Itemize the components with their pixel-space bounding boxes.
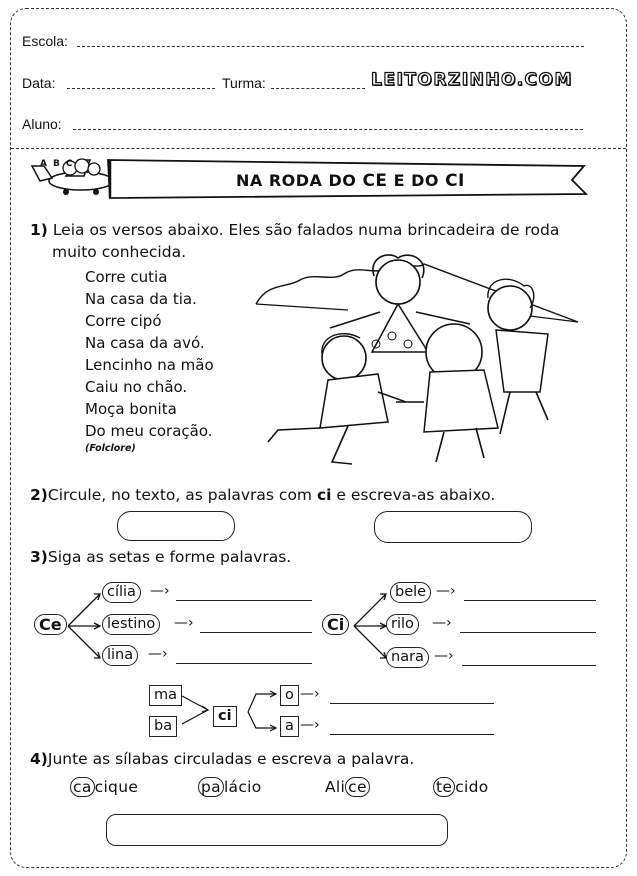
arrow-icon: —› [150,583,170,599]
arrow-icon: —› [300,686,320,702]
turma-label: Turma: [222,75,266,91]
front-syllable: ma [149,685,182,706]
escola-label: Escola: [22,33,68,49]
ce-answer-line[interactable] [200,632,312,633]
word-alice: Ali ce [325,778,370,796]
ce-ending: lestino [102,614,160,635]
answer-oval-1[interactable] [117,511,235,541]
ce-root: Ce [34,614,67,635]
ci-ending: rilo [386,614,419,635]
ci-answer-line[interactable] [462,665,596,666]
ci-answer-line[interactable] [464,600,596,601]
arrow-icon: —› [436,583,456,599]
ce-branch-arrows [66,586,106,666]
ci-ending: bele [390,582,431,603]
word-cacique: ca cique [70,778,138,796]
brand-logo: LEITORZINHO.COM [371,70,573,90]
syllable-answer-line[interactable] [330,703,494,704]
verse-line: Corre cipó [85,312,162,330]
ci-root: Ci [322,614,349,635]
verse-line: Na casa da avó. [85,334,205,352]
arrow-icon: —› [432,615,452,631]
word-tecido: te cido [433,778,489,796]
ce-ending: lina [102,645,138,666]
children-circle-illustration [248,252,582,474]
ci-ending: nara [386,647,429,668]
ce-ending: cília [102,582,141,603]
center-syllable: ci [213,706,237,727]
verse-line: Do meu coração. [85,422,213,440]
merge-arrows [180,690,214,730]
back-syllable: o [280,685,299,706]
aluno-field[interactable] [73,129,583,130]
verse-line: Caiu no chão. [85,378,188,396]
ce-answer-line[interactable] [176,600,312,601]
front-syllable: ba [149,716,177,737]
turma-field[interactable] [271,88,365,89]
ci-answer-line[interactable] [460,632,596,633]
verse-line: Lencinho na mão [85,356,214,374]
q1-text-line2: muito conhecida. [52,243,186,261]
verses [85,266,214,442]
ce-answer-line[interactable] [176,663,312,664]
arrow-icon: —› [148,646,168,662]
folclore-source: (Folclore) [85,443,136,454]
back-syllable: a [280,716,299,737]
escola-field[interactable] [77,46,584,47]
arrow-icon: —› [434,648,454,664]
aluno-label: Aluno: [22,116,62,132]
q4-text: 4)Junte as sílabas circuladas e escreva a palavra. [30,750,415,768]
syllable-answer-line[interactable] [330,734,494,735]
arrow-icon: —› [300,717,320,733]
word-palacio: pa lácio [198,778,262,796]
banner-title: NA RODA DO CE E DO CI [236,171,465,191]
verse-line: Na casa da tia. [85,290,197,308]
q2-text: 2)Circule, no texto, as palavras com ci e escreva-as abaixo. [30,486,496,504]
q3-text: 3)Siga as setas e forme palavras. [30,548,292,566]
q1-text: 1) Leia os versos abaixo. Eles são falados numa brincadeira de roda [30,221,560,239]
verse-line: Corre cutia [85,268,168,286]
data-field[interactable] [67,88,215,89]
plane-letters: ABC [40,159,79,169]
split-arrows [246,690,280,734]
final-answer-box[interactable] [106,814,448,846]
verse-line: Moça bonita [85,400,177,418]
data-label: Data: [22,75,56,91]
header-separator [11,148,626,149]
arrow-icon: —› [174,615,194,631]
answer-oval-2[interactable] [374,511,532,543]
